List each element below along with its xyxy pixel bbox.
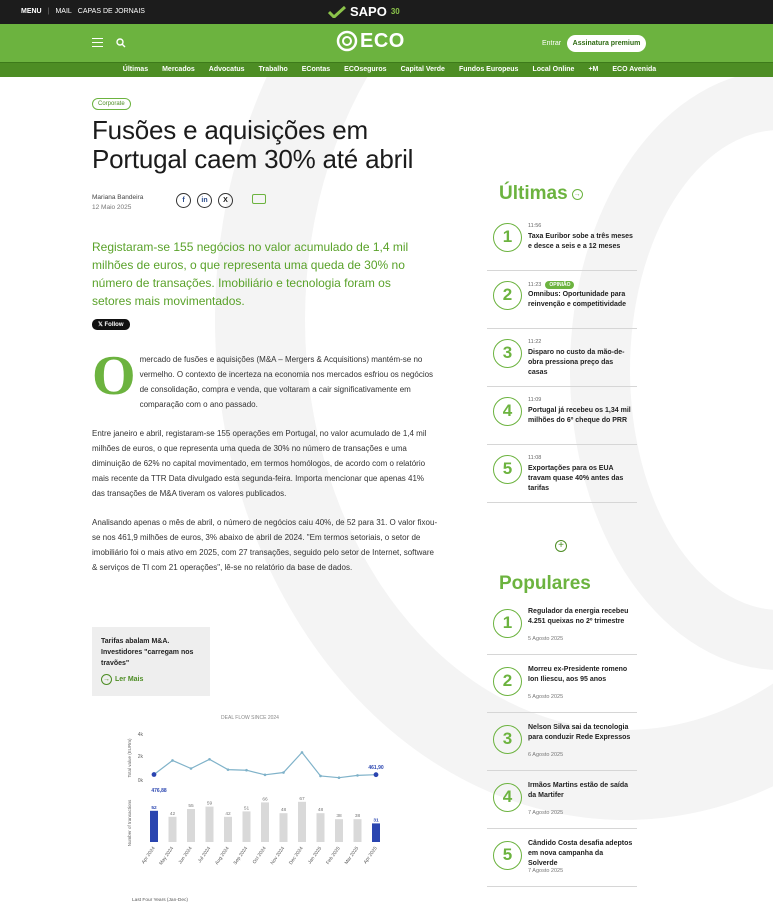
arrow-right-icon: → [103,676,110,683]
rank-number: 2 [493,667,522,696]
bar-value-label: 31 [373,818,379,824]
category-tag[interactable]: Corporate [92,98,131,110]
latest-heading[interactable]: Últimas → [499,183,581,204]
item-title[interactable]: Omnibus: Oportunidade para reinvenção e competitividade [528,291,627,308]
nav-item[interactable]: Mercados [162,66,195,73]
rank-number: 4 [493,783,522,812]
value-point [152,772,157,777]
item-time: 11:56 [528,223,542,229]
author-name[interactable]: Mariana Bandeira [92,194,144,201]
bar-value-label: 55 [188,804,194,809]
item-date: 5 Agosto 2025 [528,636,564,642]
y-axis-label-top: Total value (EURm) [127,738,132,778]
bar-value-label: 38 [354,814,361,820]
rank-number: 3 [493,339,522,368]
related-title: Tarifas abalam M&A. Investidores "carregam nos travões" [101,638,194,667]
search-icon[interactable] [115,37,127,49]
capas-link[interactable]: CAPAS DE JORNAIS [77,8,145,15]
x-tick-label: Aug 2024 [214,846,231,866]
x-tick-label: Nov 2024 [270,846,287,866]
x-tick-label: Apr 2024 [141,846,157,866]
premium-button[interactable]: Assinatura premium [567,35,646,52]
value-point [282,771,285,774]
article-title: Fusões e aquisições em Portugal caem 30% até abril [92,115,414,174]
value-point [374,772,379,777]
y-tick-label: 4k [137,732,143,738]
bar-value-label: 66 [262,797,268,803]
byline [92,193,143,213]
item-title[interactable]: Nelson Silva sai da tecnologia para conduzir Rede Expressos [528,724,631,741]
value-label-last: 461,90 [368,765,384,771]
item-time: 11:22 [528,339,542,345]
popular-item[interactable] [487,655,637,713]
x-tick-label: Mar 2025 [344,846,361,866]
nav-item[interactable]: Advocatus [208,66,245,73]
follow-x-button[interactable]: 𝕏 Follow [92,319,130,330]
bar [206,807,214,842]
rank-number: 1 [493,223,522,252]
hamburger-icon[interactable] [92,38,103,47]
load-more-icon[interactable]: + [555,540,567,552]
nav-item[interactable]: Últimas [122,66,149,73]
rank-number: 5 [493,841,522,870]
popular-item[interactable] [487,829,637,887]
article-lead: Registaram-se 155 negócios no valor acumulado de 1,4 mil milhões de euros, o que representa uma queda de 30% no número de transações. Imobiliário e tecnologia foram os setores mais movimentados. [92,240,409,308]
value-point [264,774,267,777]
bar [150,811,158,842]
item-date: 7 Agosto 2025 [528,868,564,874]
bar [243,811,251,842]
value-point [208,758,211,761]
item-title[interactable]: Taxa Euribor sobe a três meses e desce a seis e a 12 meses [528,233,633,250]
item-date: 7 Agosto 2025 [528,810,564,816]
drop-cap: O [92,345,136,407]
latest-item[interactable] [487,329,637,387]
item-time: 11:09 [528,397,542,403]
rank-number: 2 [493,281,522,310]
value-point [171,759,174,762]
bar [169,817,177,842]
rank-number: 1 [493,609,522,638]
popular-item[interactable] [487,597,637,655]
value-point [338,776,341,779]
bar-value-label: 38 [336,814,342,820]
eco-logo[interactable]: ECO [336,29,405,53]
opinion-badge: OPINIÃO [545,281,574,289]
eco-header [0,24,773,62]
article-body [92,345,439,589]
nav-item[interactable]: ECOseguros [344,66,387,73]
rank-number: 3 [493,725,522,754]
related-article-card[interactable] [92,627,210,696]
paragraph-2: Entre janeiro e abril, registaram-se 155 operações em Portugal, no valor acumulado de 1,4 mil milhões de euros, o que representa uma queda de 30% no número de transações e uma diminuição de 62% no capital movimentado, em termos homólogos, de acordo com o relatório mais recente da TTR Data divulgado esta segunda-feira. Importa mencionar que apenas 41% das transações de M&A tiveram os valores publicados. [92,429,427,498]
item-date: 5 Agosto 2025 [528,694,564,700]
nav-item[interactable]: ECO Avenida [612,66,657,73]
sapo-topbar: MENU | MAIL CAPAS DE JORNAIS SAPO 30 [0,0,773,24]
arrow-right-icon: → [573,190,581,198]
item-title[interactable]: Cândido Costa desafia adeptos em nova campanha da Solverde [528,840,633,867]
bar-value-label: 42 [169,811,176,817]
nav-item[interactable]: Fundos Europeus [458,66,519,73]
x-tick-label: Jul 2024 [197,846,213,865]
nav-item[interactable]: Capital Verde [400,66,445,73]
bar [354,819,362,842]
bar [187,809,195,842]
bar-value-label: 59 [206,801,213,807]
latest-item[interactable] [487,271,637,329]
menu-link[interactable]: MENU [21,8,42,15]
nav-item[interactable]: Trabalho [258,66,288,73]
rank-number: 5 [493,455,522,484]
mail-link[interactable]: MAIL [55,8,72,15]
nav-item[interactable]: EContas [301,66,331,73]
x-tick-label: Jun 2024 [178,846,194,866]
item-title[interactable]: Portugal já recebeu os 1,34 mil milhões do 6º cheque do PRR [528,407,631,424]
y-axis-label-bottom: Number of transactions [127,799,132,847]
linkedin-icon[interactable]: in [197,193,212,208]
chart-footer: Last Four Years (Jan-Dec) [132,898,188,903]
x-tick-label: Jan 2025 [307,846,324,866]
item-date: 6 Agosto 2025 [528,752,564,758]
value-label-first: 476,88 [151,788,167,794]
value-point [319,775,322,778]
bar [261,802,269,842]
x-tick-label: Feb 2025 [325,846,342,866]
popular-heading: Populares [499,573,591,594]
bar-value-label: 42 [225,811,231,817]
item-title[interactable]: Regulador da energia recebeu 4.251 queixas no 2º trimestre [528,608,629,625]
x-icon[interactable]: X [218,193,233,208]
item-time: 11:08 [528,455,542,461]
latest-item[interactable] [487,213,637,271]
facebook-icon[interactable]: f [176,193,191,208]
section-nav [0,62,773,77]
bar-value-label: 51 [243,806,250,812]
bar-value-label: 52 [151,805,157,811]
value-point [190,767,193,770]
x-tick-label: Sep 2024 [233,846,250,866]
popular-item[interactable] [487,771,637,829]
bar [335,819,343,842]
bar [280,813,288,842]
eco-logo-icon [336,29,358,53]
x-tick-label: Dec 2024 [288,846,305,866]
popular-item[interactable] [487,713,637,771]
bar-value-label: 48 [280,808,287,814]
x-tick-label: May 2024 [158,846,176,867]
read-more-link[interactable]: → Ler Mais [103,676,144,683]
nav-item[interactable]: Local Online [532,66,575,73]
item-time: 11:23 OPINIÃO [528,281,574,289]
paragraph-1: mercado de fusões e aquisições (M&A – Mergers & Acquisitions) mantém-se no vermelho. O contexto de incerteza na economia nos mercados esfriou os negócios de consolidação, compra e venda, que voltaram a cair significativamente em comparação com o ano passado. [139,355,434,409]
bar [372,823,380,842]
value-point [245,769,248,772]
x-tick-label: Apr 2025 [363,846,379,866]
paragraph-3: Analisando apenas o mês de abril, o número de negócios caiu 40%, de 52 para 31. O valor fixou-se nos 461,9 milhões de euros, 3% abaixo de abril de 2024. "Em termos setoriais, o setor de imobiliário foi o mais ativo em 2025, com 27 transações, seguido pelo setor de Internet, software & serviços de TI com 21 operações", lê-se no relatório da base de dados. [92,518,438,572]
y-tick-label: 0k [137,778,143,784]
bar-value-label: 67 [299,796,305,802]
latest-item[interactable] [487,387,637,445]
rank-number: 4 [493,397,522,426]
item-title[interactable]: Exportações para os EUA travam quase 40% antes das tarifas [528,465,624,492]
value-point [227,768,230,771]
item-title[interactable]: Morreu ex-Presidente romeno Ion Iliescu, aos 95 anos [528,666,628,683]
sapo-check-icon [328,6,346,18]
x-tick-label: Oct 2024 [252,846,268,866]
chart-title: DEAL FLOW SINCE 2024 [221,715,279,721]
comment-icon[interactable] [252,194,266,204]
share-bar [176,193,233,208]
value-point [356,774,359,777]
y-tick-label: 2k [137,754,143,760]
bar [298,802,306,842]
sidebar [487,183,637,887]
login-link[interactable]: Entrar [542,40,562,47]
item-title[interactable]: Irmãos Martins estão de saída da Martifer [528,782,628,799]
sapo-logo[interactable]: SAPO 30 [328,4,400,19]
bar [317,813,325,842]
nav-item[interactable]: +M [588,66,599,73]
latest-item[interactable] [487,445,637,503]
item-title[interactable]: Disparo no custo da mão-de-obra pressiona preço das casas [528,349,625,376]
bar-value-label: 48 [317,808,324,814]
bar [224,817,232,842]
value-point [301,751,304,754]
publish-date: 12 Maio 2025 [92,204,132,211]
deal-flow-chart [110,708,400,903]
